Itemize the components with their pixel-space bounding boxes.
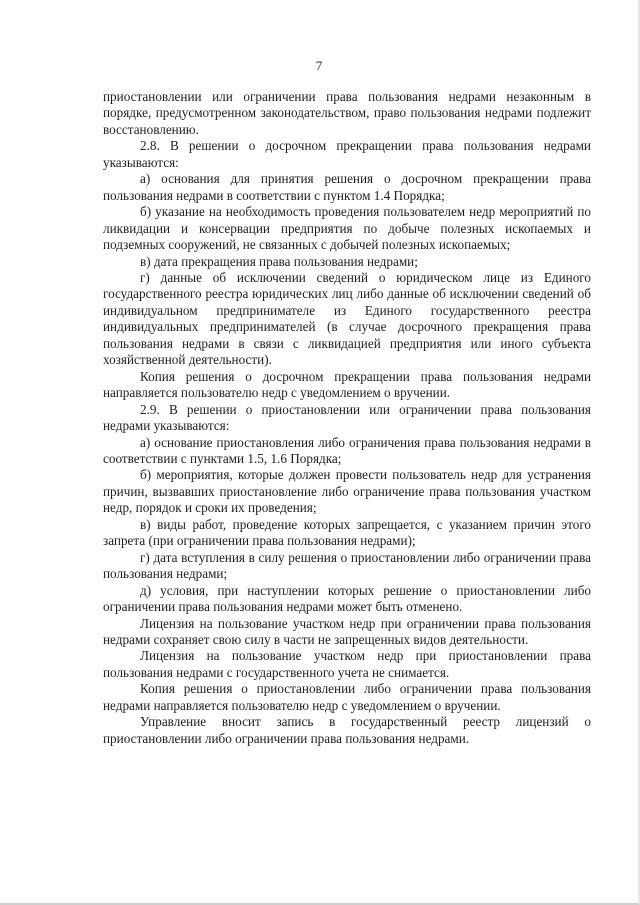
paragraph: Копия решения о досрочном прекращении права пользования недрами направляется пользователю недр с уведомлением о вручении. [103,368,591,401]
paragraph: в) дата прекращения права пользования недрами; [140,253,418,269]
paragraph: в) виды работ, проведение которых запрещается, с указанием причин этого запрета (при ограничении права пользования недрами); [103,516,591,549]
paragraph: г) данные об исключении сведений о юридическом лице из Единого государственного реестра юридических лиц либо данные об исключении сведений об индивидуальном предпринимателе из Единого государственного реестра индивидуальных предпринимателей (в случае досрочного прекращения права пользования недрами в связи с ликвидацией предприятия или иного субъекта хозяйственной деятельности). [103,269,591,368]
paragraph: Управление вносит запись в государственный реестр лицензий о приостановлении либо ограничении права пользования недрами. [103,714,591,746]
paragraph: 2.8. В решении о досрочном прекращении права пользования недрами указываются: [103,138,591,170]
paragraph: д) условия, при наступлении которых решение о приостановлении либо ограничении права пользования недрами может быть отменено. [103,582,591,615]
document-body [103,89,591,747]
paragraph: б) указание на необходимость проведения пользователем недр мероприятий по ликвидации и консервации предприятия по добыче полезных ископаемых и подземных сооружений, не связанных с добычей полезных ископаемых; [103,204,591,253]
paragraph: Лицензия на пользование участком недр при приостановлении права пользования недрами с государственного учета не снимается. [103,648,591,680]
paragraph: приостановлении или ограничении права пользования недрами незаконным в порядке, предусмотренном законодательством, право пользования недрами подлежит восстановлению. [103,89,591,137]
paragraph: г) дата вступления в силу решения о приостановлении либо ограничении права пользования недрами; [103,549,591,582]
paragraph: а) основание приостановления либо ограничения права пользования недрами в соответствии с пунктами 1.5, 1.6 Порядка; [103,434,591,466]
paragraph: Копия решения о приостановлении либо ограничении права пользования недрами направляется пользователю недр с уведомлением о вручении. [103,681,591,713]
page-number: 7 [315,58,323,73]
paragraph: б) мероприятия, которые должен провести пользователь недр для устранения причин, вызвавших приостановление либо ограничение права пользования участком недр, порядок и сроки их проведения; [103,467,591,516]
paragraph: 2.9. В решении о приостановлении или ограничении права пользования недрами указываются: [103,401,591,434]
paragraph: Лицензия на пользование участком недр при ограничении права пользования недрами сохраняет свою силу в части не запрещенных видов деятельности. [103,615,591,647]
paragraph: а) основания для принятия решения о досрочном прекращении права пользования недрами в соответствии с пунктом 1.4 Порядка; [103,171,591,203]
